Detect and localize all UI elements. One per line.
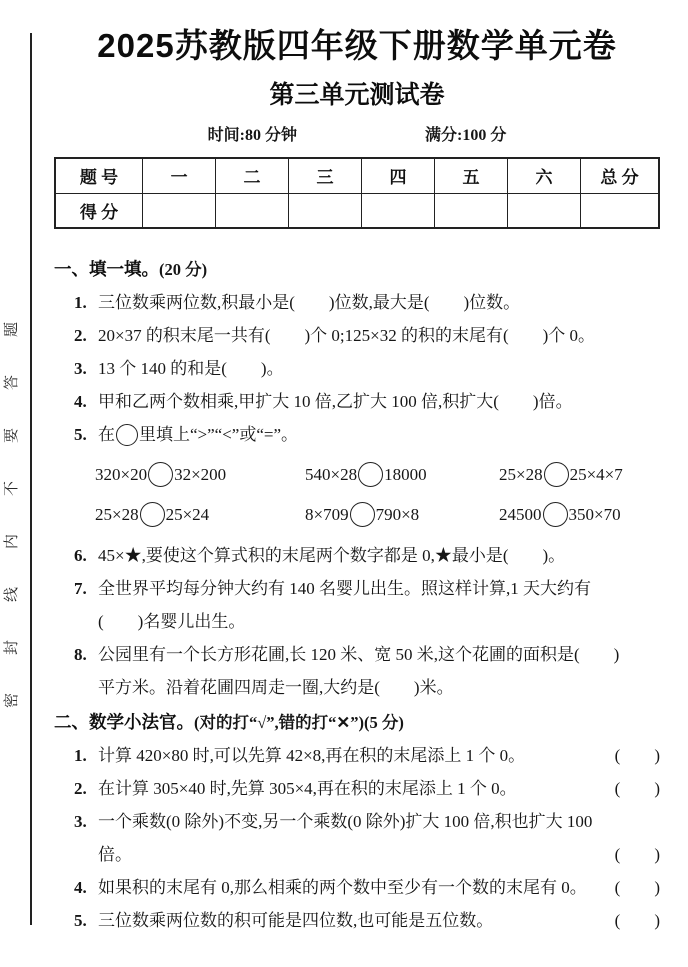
item-text-prefix: 在: [98, 425, 115, 444]
judge-item-5: [54, 904, 660, 937]
section-one-title: 一、填一填。: [54, 259, 159, 279]
compare-circle: [543, 502, 568, 527]
fill-item-4: [54, 385, 660, 418]
item-number: 8.: [74, 645, 87, 664]
item-text: 计算 420×80 时,可以先算 42×8,再在积的末尾添上 1 个 0。: [98, 746, 526, 765]
fill-item-6: [54, 539, 660, 572]
score-table-score-row: [55, 193, 659, 228]
judge-item-1: [54, 739, 660, 772]
compare-circle: [116, 424, 138, 446]
comparison-right: 32×200: [174, 465, 227, 484]
item-text: 三位数乘两位数,积最小是( )位数,最大是( )位数。: [98, 293, 521, 312]
item-text: 13 个 140 的和是( )。: [98, 359, 284, 378]
exam-content: [54, 0, 660, 937]
item-text: 全世界平均每分钟大约有 140 名婴儿出生。照这样计算,1 天大约有: [98, 579, 591, 598]
section-one-points: (20 分): [159, 260, 208, 279]
item-text: 一个乘数(0 除外)不变,另一个乘数(0 除外)扩大 100 倍,积也扩大 100: [98, 812, 593, 831]
compare-circle: [140, 502, 165, 527]
item-number: 5.: [74, 911, 87, 930]
column-二: 二: [216, 158, 289, 193]
item-text: 20×37 的积末尾一共有( )个 0;125×32 的积的末尾有( )个 0。: [98, 326, 596, 345]
question-number-label: 题 号: [55, 158, 143, 193]
time-info: 时间:80 分钟: [207, 127, 297, 144]
item-number: 2.: [74, 779, 87, 798]
score-cell-total: [580, 193, 659, 228]
comparison-left: 25×28: [95, 505, 139, 524]
answer-blank: ( ): [614, 845, 660, 864]
item-number: 5.: [74, 425, 87, 444]
item-text: 甲和乙两个数相乘,甲扩大 10 倍,乙扩大 100 倍,积扩大( )倍。: [98, 392, 573, 411]
comparison-item-6: [499, 495, 660, 535]
fill-item-2: [54, 319, 660, 352]
item-text: 在计算 305×40 时,先算 305×4,再在积的末尾添上 1 个 0。: [98, 779, 517, 798]
comparison-item-3: [499, 455, 660, 495]
answer-blank: ( ): [614, 878, 660, 897]
comparison-right: 25×24: [165, 505, 210, 524]
comparison-grid: [95, 455, 660, 535]
score-table-header-row: [55, 158, 659, 193]
comparison-left: 540×28: [305, 465, 358, 484]
item-number: 1.: [74, 293, 87, 312]
score-table: [54, 157, 660, 229]
item-number: 4.: [74, 392, 87, 411]
seal-text: 密封线内不要答题: [3, 284, 20, 709]
fill-item-8-line2: [54, 671, 660, 704]
score-cell: [143, 193, 216, 228]
page-subtitle: 第三单元测试卷: [269, 81, 445, 109]
comparison-right: 350×70: [568, 505, 621, 524]
item-number: 1.: [74, 746, 87, 765]
column-五: 五: [435, 158, 508, 193]
item-text: 倍。: [98, 845, 132, 864]
judge-item-4: [54, 871, 660, 904]
fill-item-8: [54, 638, 660, 671]
answer-blank: ( ): [614, 779, 660, 798]
score-cell: [216, 193, 289, 228]
item-number: 4.: [74, 878, 87, 897]
fill-item-7-line2: [54, 605, 660, 638]
score-cell: [362, 193, 435, 228]
compare-circle: [350, 502, 375, 527]
judge-item-3-line2: [54, 838, 660, 871]
item-text-suffix: 里填上“>”“<”或“=”。: [139, 425, 299, 444]
score-cell: [435, 193, 508, 228]
page-title: 2025苏教版四年级下册数学单元卷: [97, 27, 617, 64]
comparison-right: 790×8: [375, 505, 420, 524]
item-text: 公园里有一个长方形花圃,长 120 米、宽 50 米,这个花圃的面积是( ): [98, 645, 620, 664]
section-two-title: 二、数学小法官。: [54, 712, 194, 732]
answer-blank: ( ): [614, 746, 660, 765]
full-score-info: 满分:100 分: [425, 127, 507, 144]
comparison-item-5: [305, 495, 499, 535]
compare-circle: [544, 462, 569, 487]
section-one-heading: [54, 253, 660, 286]
column-六: 六: [508, 158, 581, 193]
item-text: 平方米。沿着花圃四周走一圈,大约是( )米。: [98, 678, 454, 697]
column-一: 一: [143, 158, 216, 193]
total-score-label: 总 分: [580, 158, 659, 193]
score-cell: [289, 193, 362, 228]
item-text: [98, 418, 660, 451]
item-text: 三位数乘两位数的积可能是四位数,也可能是五位数。: [98, 911, 494, 930]
comparison-left: 320×20: [95, 465, 148, 484]
item-text: 如果积的末尾有 0,那么相乘的两个数中至少有一个数的末尾有 0。: [98, 878, 587, 897]
compare-circle: [148, 462, 173, 487]
comparison-item-2: [305, 455, 499, 495]
item-number: 3.: [74, 812, 87, 831]
judge-item-2: [54, 772, 660, 805]
item-text: ( )名婴儿出生。: [98, 612, 246, 631]
comparison-item-4: [95, 495, 305, 535]
score-row-label: 得 分: [55, 193, 143, 228]
answer-blank: ( ): [614, 911, 660, 930]
fill-item-5: [54, 418, 660, 451]
exam-info-row: [54, 125, 660, 147]
comparison-left: 8×709: [305, 505, 349, 524]
score-cell: [508, 193, 581, 228]
section-two-note: (对的打“√”,错的打“✕”): [194, 713, 364, 732]
comparison-item-1: [95, 455, 305, 495]
item-number: 7.: [74, 579, 87, 598]
item-number: 6.: [74, 546, 87, 565]
judge-item-3: [54, 805, 660, 838]
item-number: 3.: [74, 359, 87, 378]
section-two-heading: [54, 706, 660, 739]
item-text: 45×★,要使这个算式积的末尾两个数字都是 0,★最小是( )。: [98, 546, 566, 565]
comparison-left: 25×28: [499, 465, 543, 484]
fill-item-7: [54, 572, 660, 605]
column-四: 四: [362, 158, 435, 193]
column-三: 三: [289, 158, 362, 193]
comparison-right: 25×4×7: [569, 465, 623, 484]
item-number: 2.: [74, 326, 87, 345]
section-two-points: (5 分): [364, 713, 404, 732]
seal-line: [30, 33, 32, 925]
compare-circle: [358, 462, 383, 487]
comparison-right: 18000: [384, 465, 427, 484]
fill-item-3: [54, 352, 660, 385]
fill-item-1: [54, 286, 660, 319]
comparison-left: 24500: [499, 505, 542, 524]
